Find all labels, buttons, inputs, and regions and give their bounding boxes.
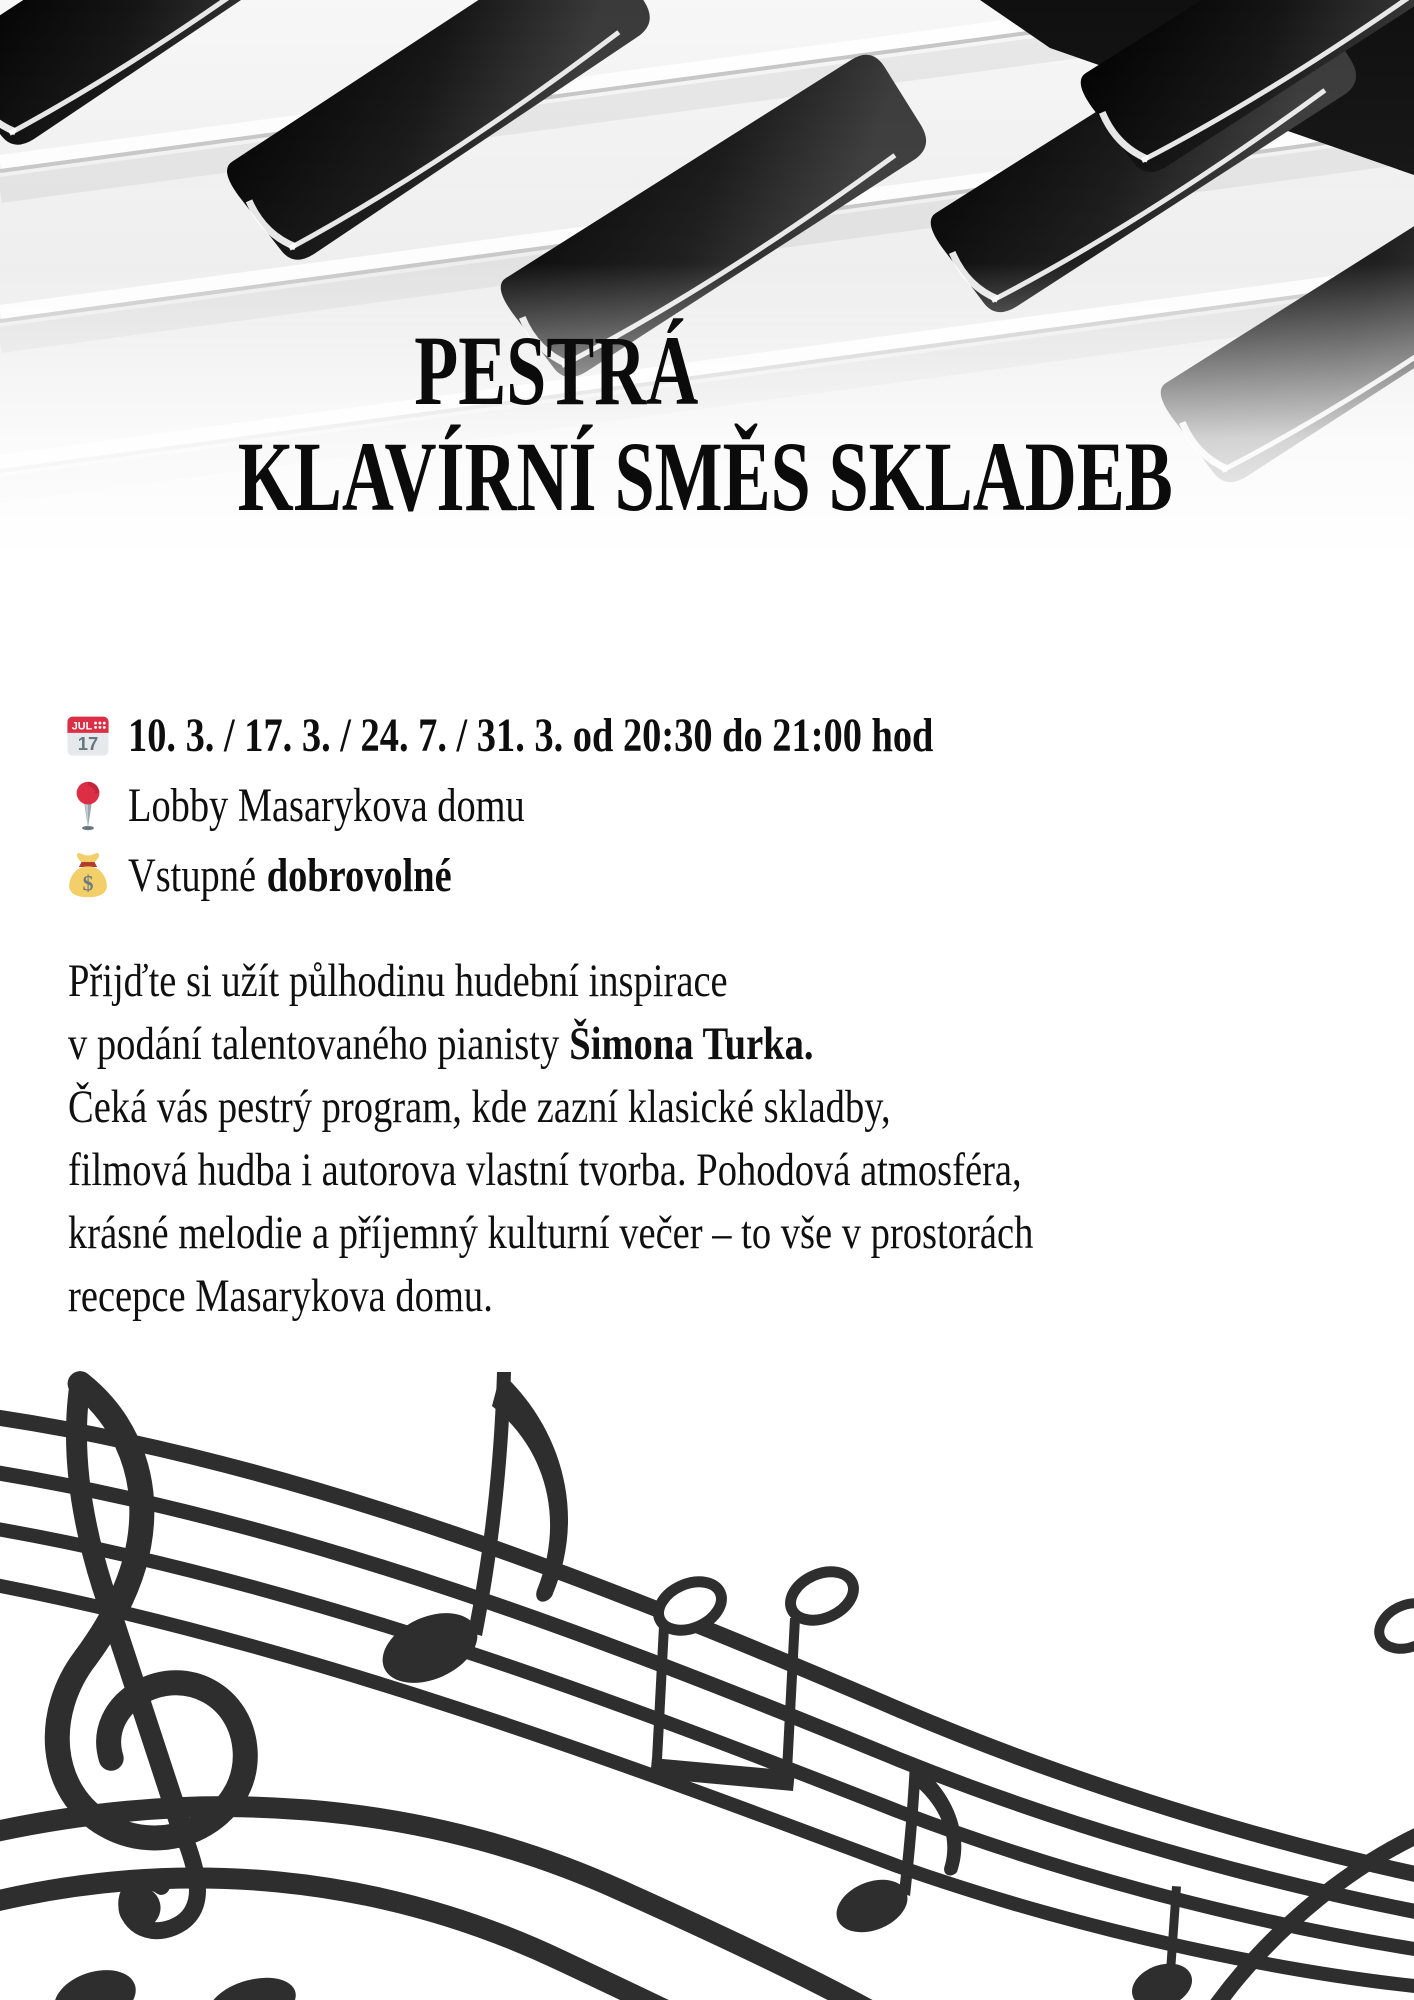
title-line-2: KLAVÍRNÍ SMĚS SKLADEB [237,421,1173,532]
location-text: Lobby Masarykova domu [128,778,525,832]
detail-date [62,700,1135,770]
event-details [62,700,1135,910]
pianist-name: Šimona Turka. [569,1018,814,1070]
calendar-day-label: 17 [77,733,99,755]
title-line-1: PESTRÁ [413,315,699,426]
paragraph-line: Čeká vás pestrý program, kde zazní klasické skladby, [68,1081,891,1133]
date-text: 10. 3. / 17. 3. / 24. 7. / 31. 3. od 20:30 do 21:00 hod [128,708,934,762]
description-paragraph [68,950,1245,1328]
paragraph-line: Přijďte si užít půlhodinu hudební inspirace [68,955,728,1007]
music-staff-illustration [0,1330,1414,2000]
calendar-icon [62,709,114,761]
price-text [128,848,452,903]
paragraph-line: krásné melodie a příjemný kulturní večer – to vše v prostorách [68,1207,1034,1259]
detail-location [62,770,1135,840]
treble-clef [0,1366,281,1945]
poster-title [56,315,1173,532]
paragraph-line: recepce Masarykova domu. [68,1270,493,1322]
dollar-symbol: $ [82,871,94,896]
calendar-month-label: JUL [71,720,93,733]
price-prefix: Vstupné [128,848,256,902]
paragraph-line: filmová hudba i autorova vlastní tvorba. Pohodová atmosféra, [68,1144,1022,1196]
detail-price [62,840,1135,910]
price-bold: dobrovolné [266,848,452,902]
music-notes-artwork [0,1330,1414,2000]
pushpin-icon [62,779,114,831]
moneybag-icon [62,849,114,901]
paragraph-line2-prefix: v podání talentovaného pianisty [68,1018,560,1070]
paragraph-line [68,1013,1033,1076]
